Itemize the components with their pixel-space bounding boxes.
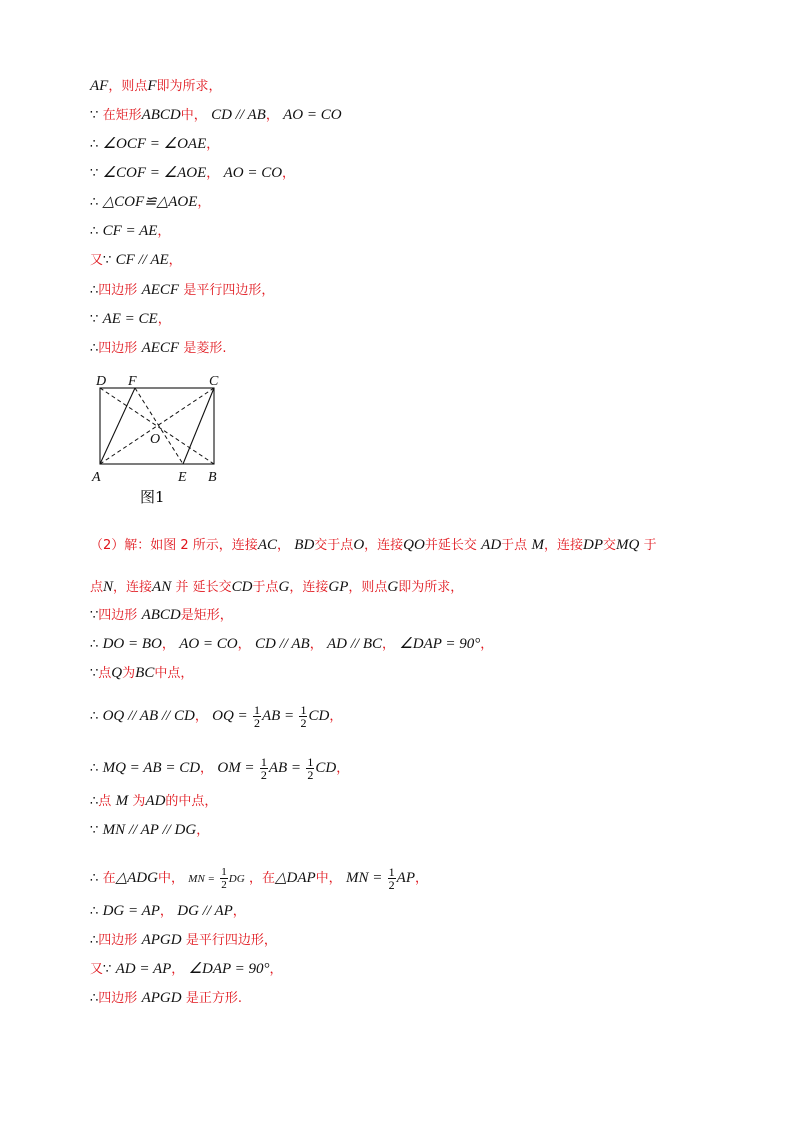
math: ABCD: [141, 607, 181, 623]
text: ，: [329, 709, 343, 724]
proof-line-7: [90, 250, 182, 271]
label-c: C: [209, 374, 219, 389]
geometry-figure-1: [88, 370, 238, 486]
math: AO = CO: [179, 636, 238, 652]
therefore-symbol: ∴: [90, 224, 99, 239]
math: G: [278, 579, 290, 595]
text: 在矩形: [102, 108, 142, 123]
text: ，: [206, 137, 220, 152]
math: OQ // AB // CD: [102, 708, 195, 724]
therefore-symbol: ∴: [90, 341, 99, 356]
text: ，: [265, 108, 279, 123]
solution-line-11: [90, 901, 246, 922]
label-b: B: [208, 470, 217, 485]
math: AD = AP: [115, 961, 172, 977]
math: AP: [396, 870, 415, 886]
text: 即为所求，: [398, 580, 464, 595]
label-o: O: [150, 432, 161, 447]
text: 为: [132, 794, 146, 809]
math: OQ =: [212, 708, 248, 724]
proof-line-2: [90, 105, 342, 126]
therefore-symbol: ∴: [90, 904, 99, 919]
proof-line-4: [90, 163, 295, 184]
text: 并延长交: [424, 538, 477, 553]
text: 四边形: [98, 933, 138, 948]
because-symbol: ∵: [90, 312, 99, 327]
math: DP: [582, 537, 603, 553]
math: MQ: [616, 537, 640, 553]
text: 四边形: [98, 341, 138, 356]
math: CD: [308, 708, 330, 724]
text: 四边形: [98, 991, 138, 1006]
therefore-symbol: ∴: [90, 761, 99, 776]
solution-line-10: [90, 866, 428, 891]
math: DG: [228, 873, 245, 885]
segment-fe: [135, 388, 183, 464]
solution-line-4: [90, 634, 493, 655]
text: 交: [602, 538, 616, 553]
math: ∠DAP = 90°: [188, 961, 270, 977]
denominator: 2: [300, 716, 307, 730]
math: AD: [145, 793, 166, 809]
label-a: A: [92, 470, 101, 485]
therefore-symbol: ∴: [90, 933, 99, 948]
text: 点: [90, 580, 104, 595]
therefore-symbol: ∴: [90, 871, 99, 886]
solution-line-7: [90, 756, 349, 781]
math: MN =: [188, 873, 215, 885]
text: ，则点: [348, 580, 388, 595]
math: AD // BC: [327, 636, 383, 652]
text: 四边形: [98, 283, 138, 298]
text: 是平行四边形，: [185, 933, 277, 948]
math-point: F: [147, 78, 157, 94]
math: AB =: [268, 760, 302, 776]
therefore-symbol: ∴: [90, 637, 99, 652]
math: AECF: [141, 340, 180, 356]
text: 是菱形.: [183, 341, 227, 356]
proof-line-9: [90, 309, 171, 330]
text: ，: [206, 166, 220, 181]
solution-line-5: [90, 663, 193, 684]
text: 交于点: [314, 538, 354, 553]
proof-line-5: [90, 192, 210, 213]
therefore-symbol: ∴: [90, 794, 99, 809]
therefore-symbol: ∴: [90, 709, 99, 724]
text: 并 延长交: [175, 580, 232, 595]
math: MN // AP // DG: [102, 822, 197, 838]
fraction: [299, 704, 307, 729]
denominator: 2: [260, 768, 267, 782]
text: ，: [269, 962, 283, 977]
text: ，: [480, 637, 494, 652]
math: N: [103, 579, 114, 595]
math: ∠COF = ∠AOE: [102, 165, 207, 181]
math: AN: [152, 579, 172, 595]
text: ，: [159, 904, 173, 919]
text: ，: [157, 312, 171, 327]
math: AC: [257, 537, 277, 553]
text: ，: [309, 637, 323, 652]
fraction: [220, 866, 228, 891]
text: 的中点，: [165, 794, 218, 809]
therefore-symbol: ∴: [90, 991, 99, 1006]
therefore-symbol: ∴: [90, 137, 99, 152]
solution-line-6: [90, 704, 342, 729]
text: 点: [98, 794, 112, 809]
text: ，: [200, 761, 214, 776]
proof-line-10: [90, 338, 227, 359]
because-symbol: ∵: [103, 253, 112, 268]
solution-line-14: [90, 988, 242, 1009]
fraction: [388, 866, 396, 891]
solution-line-13: [90, 959, 283, 980]
text: 是正方形.: [185, 991, 243, 1006]
fraction: [306, 756, 314, 781]
denominator: 2: [221, 879, 227, 891]
solution-line-12: [90, 930, 277, 951]
solution-line-8: [90, 791, 217, 812]
text: ，: [168, 253, 182, 268]
segment-af: [100, 388, 135, 464]
text: 又: [90, 962, 104, 977]
text: （2）解：如图 2 所示，连接: [90, 538, 258, 553]
math: AECF: [141, 282, 180, 298]
math: ∠DAP = 90°: [399, 636, 481, 652]
math: M: [531, 537, 544, 553]
text: ，: [336, 761, 350, 776]
math: APGD: [141, 932, 182, 948]
text: ，: [171, 962, 185, 977]
math: AE = CE: [102, 311, 158, 327]
math: CD // AB: [254, 636, 310, 652]
numerator: 1: [307, 755, 314, 769]
text: ，: [197, 195, 211, 210]
text: 中，: [315, 871, 342, 886]
solution-line-3: [90, 605, 233, 626]
math: AB =: [261, 708, 295, 724]
solution-line-2: [90, 577, 463, 598]
denominator: 2: [307, 768, 314, 782]
text: 是矩形，: [180, 608, 233, 623]
math: QO: [403, 537, 425, 553]
numerator: 1: [221, 866, 227, 878]
text: ，连接: [543, 538, 583, 553]
text: ，: [237, 637, 251, 652]
proof-line-8: [90, 280, 274, 301]
text: 于点: [252, 580, 279, 595]
label-e: E: [178, 470, 187, 485]
fraction: [260, 756, 268, 781]
text: 点: [98, 666, 112, 681]
because-symbol: ∵: [103, 962, 112, 977]
because-symbol: ∵: [90, 666, 99, 681]
math: DG = AP: [102, 903, 160, 919]
denominator: 2: [253, 716, 260, 730]
text: ，: [414, 871, 428, 886]
math: M: [115, 793, 129, 809]
text: ，: [161, 637, 175, 652]
text: ，在: [248, 871, 275, 886]
math: GP: [328, 579, 349, 595]
text: ，则点: [108, 79, 148, 94]
numerator: 1: [253, 703, 260, 717]
math: MQ = AB = CD: [102, 760, 201, 776]
math: OM =: [217, 760, 255, 776]
text: ，: [232, 904, 246, 919]
text: 中，: [180, 108, 207, 123]
proof-line-3: [90, 134, 219, 155]
text: 于: [643, 538, 657, 553]
text: ，: [194, 709, 208, 724]
math: O: [353, 537, 365, 553]
proof-line-1: [90, 76, 222, 97]
text: ，连接: [364, 538, 404, 553]
text: ，: [157, 224, 171, 239]
label-d: D: [96, 374, 107, 389]
math: CF = AE: [102, 223, 158, 239]
text: 于点: [501, 538, 528, 553]
solution-line-1: [90, 535, 657, 556]
math: △DAP: [274, 870, 316, 886]
text: 四边形: [98, 608, 138, 623]
numerator: 1: [300, 703, 307, 717]
text: 中点，: [154, 666, 194, 681]
label-f: F: [128, 374, 137, 389]
because-symbol: ∵: [90, 823, 99, 838]
math: ABCD: [141, 107, 181, 123]
math-segment: AF: [90, 78, 109, 94]
text: ，: [276, 538, 290, 553]
text: 在: [102, 871, 116, 886]
text: 又: [90, 253, 104, 268]
math: CF // AE: [115, 252, 169, 268]
because-symbol: ∵: [90, 108, 99, 123]
text: ，: [282, 166, 296, 181]
denominator: 2: [388, 878, 395, 892]
math: CD // AB: [211, 107, 266, 123]
figure-caption: 图1: [140, 488, 165, 506]
text: ，连接: [113, 580, 153, 595]
math: AD: [481, 537, 502, 553]
math: AO = CO: [283, 107, 342, 123]
math: CD: [231, 579, 253, 595]
math: CD: [315, 760, 337, 776]
segment-ec: [183, 388, 214, 464]
numerator: 1: [388, 865, 395, 879]
proof-line-6: [90, 221, 170, 242]
text: 为: [122, 666, 136, 681]
solution-line-9: [90, 820, 209, 841]
math: MN =: [345, 870, 383, 886]
text: ，: [196, 823, 210, 838]
text: 即为所求，: [156, 79, 222, 94]
math: DG // AP: [177, 903, 233, 919]
math: BC: [135, 665, 155, 681]
math: DO = BO: [102, 636, 162, 652]
text: 是平行四边形，: [183, 283, 275, 298]
math: G: [387, 579, 399, 595]
math: ∠OCF = ∠OAE: [102, 136, 207, 152]
math: △ADG: [115, 870, 158, 886]
therefore-symbol: ∴: [90, 283, 99, 298]
math: Q: [111, 665, 123, 681]
because-symbol: ∵: [90, 608, 99, 623]
because-symbol: ∵: [90, 166, 99, 181]
math: BD: [294, 537, 315, 553]
text: 中，: [157, 871, 184, 886]
math: AO = CO: [223, 165, 283, 181]
therefore-symbol: ∴: [90, 195, 99, 210]
text: ，: [382, 637, 396, 652]
fraction: [253, 704, 261, 729]
numerator: 1: [260, 755, 267, 769]
math: △COF≌△AOE: [102, 194, 198, 210]
math: APGD: [141, 990, 182, 1006]
text: ，连接: [289, 580, 329, 595]
